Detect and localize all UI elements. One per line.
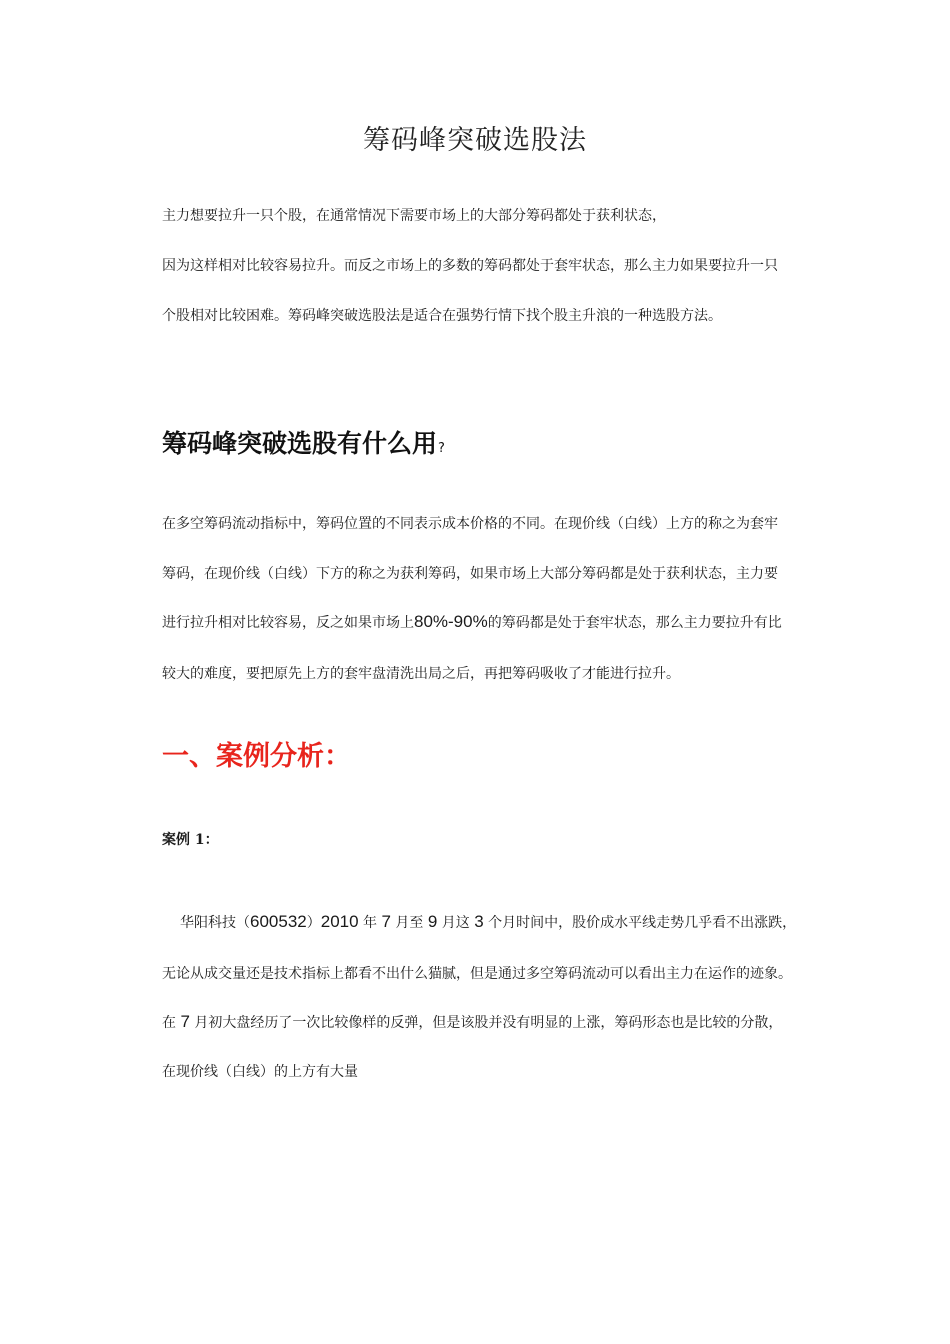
section-body-line-3-pre: 进行拉升相对比较容易，反之如果市场上 (162, 615, 414, 631)
case-month-july: 7 (180, 1012, 190, 1031)
intro-line-2: 因为这样相对比较容易拉升。而反之市场上的多数的筹码都处于套牢状态，那么主力如果要拉升一只 (162, 258, 778, 274)
section-body-line-2: 筹码，在现价线（白线）下方的称之为获利筹码，如果市场上大部分筹码都是处于获利状态，主力要 (162, 566, 778, 582)
case-month-start: 7 (381, 912, 391, 931)
case-analysis-heading: 一、案例分析： (162, 741, 351, 772)
case-l1-f: 个月时间中，股价成水平线走势几乎看不出涨跌， (483, 915, 797, 931)
case-l1-a: 华阳科技（ (180, 915, 250, 931)
section-heading (162, 424, 445, 460)
case-l1-e: 月这 (437, 915, 475, 931)
case-year: 2010 (320, 912, 359, 931)
case-l1-d: 月至 (390, 915, 428, 931)
stock-code: 600532 (250, 912, 307, 931)
case-body-line-1 (180, 912, 796, 933)
intro-line-3: 个股相对比较困难。筹码峰突破选股法是适合在强势行情下找个股主升浪的一种选股方法。 (162, 308, 722, 324)
section-heading-qmark: ? (438, 441, 445, 456)
section-heading-text: 筹码峰突破选股有什么用 (162, 429, 438, 458)
case-l1-b: ） (306, 915, 321, 931)
case-l3-b: 月初大盘经历了一次比较像样的反弹，但是该股并没有明显的上涨，筹码形态也是比较的分散， (189, 1015, 783, 1031)
case-l1-c: 年 (358, 915, 382, 931)
case-month-end: 9 (427, 912, 438, 931)
case-body-line-3 (162, 1012, 782, 1033)
case-l3-a: 在 (162, 1015, 181, 1031)
section-body-line-1: 在多空筹码流动指标中，筹码位置的不同表示成本价格的不同。在现价线（白线）上方的称之为套牢 (162, 516, 778, 532)
section-body-percentage: 80%-90% (414, 612, 488, 631)
section-body-line-3-post: 的筹码都是处于套牢状态，那么主力要拉升有比 (487, 615, 782, 631)
intro-line-1: 主力想要拉升一只个股，在通常情况下需要市场上的大部分筹码都处于获利状态， (162, 208, 666, 224)
case-body-line-2: 无论从成交量还是技术指标上都看不出什么猫腻，但是通过多空筹码流动可以看出主力在运作的迹象。 (162, 966, 792, 982)
case-label: 案例 1： (162, 832, 219, 848)
section-body-line-3 (162, 612, 782, 633)
document-title: 筹码峰突破选股法 (363, 125, 587, 156)
section-body-line-4: 较大的难度，要把原先上方的套牢盘清洗出局之后，再把筹码吸收了才能进行拉升。 (162, 666, 680, 682)
case-body-line-4: 在现价线（白线）的上方有大量 (162, 1064, 358, 1080)
case-month-count: 3 (474, 912, 484, 931)
